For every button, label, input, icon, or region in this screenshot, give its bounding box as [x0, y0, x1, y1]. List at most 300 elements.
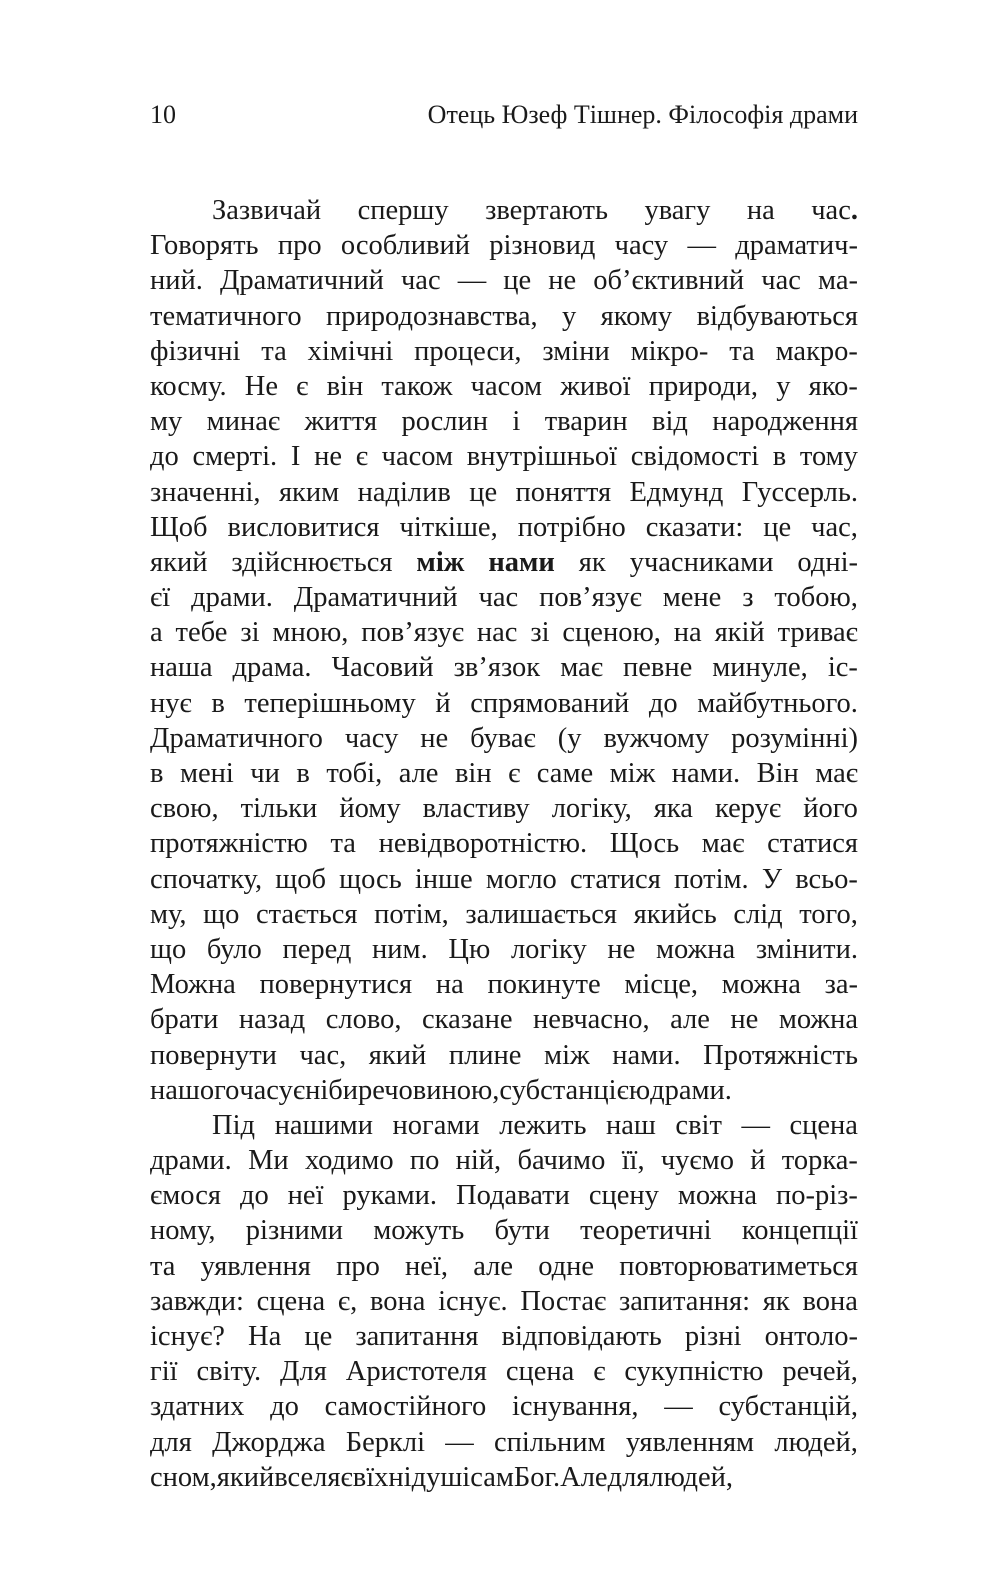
- word: й: [750, 1145, 766, 1177]
- text-line: [150, 756, 858, 791]
- word: до: [270, 1391, 299, 1423]
- word: процеси,: [414, 335, 522, 367]
- text-line: [150, 228, 858, 263]
- word: гії: [150, 1356, 178, 1388]
- text-line: [150, 1213, 858, 1248]
- word: майбутнього.: [697, 687, 858, 719]
- word: та: [150, 1250, 176, 1282]
- word: внутрішньої: [466, 441, 618, 473]
- word: тебе: [175, 617, 228, 649]
- word: душі: [411, 1461, 471, 1493]
- word: в: [211, 687, 225, 719]
- word: ногами: [392, 1109, 480, 1141]
- word: звертають: [485, 195, 608, 226]
- word: завжди:: [150, 1285, 244, 1317]
- word: Під: [212, 1109, 256, 1141]
- text-line: [150, 263, 858, 298]
- word: уявлення: [200, 1250, 311, 1282]
- text-line: [150, 193, 858, 228]
- word: не: [420, 722, 449, 754]
- word: одне: [538, 1250, 595, 1282]
- word: здійснюється: [231, 546, 393, 578]
- word: потім,: [374, 898, 449, 930]
- word: субстанцією: [499, 1074, 651, 1106]
- word: можуть: [373, 1215, 465, 1247]
- word: мікро-: [630, 335, 709, 367]
- word: запитання: [355, 1321, 479, 1352]
- word: час: [478, 582, 519, 614]
- word: на: [673, 617, 702, 649]
- word: Протяжність: [703, 1039, 858, 1071]
- text-line: [150, 1178, 858, 1213]
- word: пов’язує: [539, 582, 642, 614]
- word: драми.: [650, 1074, 732, 1106]
- word: Драматичний: [293, 582, 458, 614]
- word: життя: [304, 406, 378, 438]
- word: статися: [767, 828, 858, 860]
- word: між: [416, 546, 465, 578]
- word: щоб: [275, 863, 326, 895]
- word: слово,: [325, 1004, 402, 1036]
- word: народження: [712, 406, 858, 438]
- word: часу: [344, 722, 399, 754]
- word: тематичного: [150, 300, 302, 332]
- word: саме: [536, 758, 594, 789]
- word: було: [206, 933, 262, 965]
- word: покинуте: [487, 969, 601, 1001]
- text-line: [150, 615, 858, 650]
- word: чуємо: [660, 1145, 734, 1177]
- word: драми.: [150, 1145, 232, 1177]
- word: чи: [250, 758, 280, 789]
- word: неї,: [405, 1250, 448, 1282]
- word: у: [562, 300, 577, 332]
- word: з: [742, 582, 754, 614]
- word: по: [409, 1145, 440, 1177]
- word: має: [815, 758, 858, 789]
- word: можна: [778, 1004, 858, 1036]
- word: сценою,: [562, 617, 661, 649]
- word: наділив: [357, 476, 451, 508]
- word: Зазвичай: [212, 195, 322, 226]
- word: на: [435, 969, 464, 1001]
- word: є: [355, 441, 368, 473]
- text-line: [150, 1284, 858, 1319]
- word: яка: [653, 793, 693, 825]
- word: здатних: [150, 1391, 245, 1423]
- word: Не: [244, 370, 278, 402]
- word: вселяє: [274, 1461, 353, 1493]
- word: сукупністю: [624, 1356, 764, 1388]
- word: часом: [381, 441, 454, 473]
- word: як: [762, 1285, 790, 1317]
- word: її,: [621, 1145, 645, 1177]
- word: чіткіше,: [399, 511, 498, 543]
- word: сам: [470, 1461, 514, 1493]
- word: сцена: [256, 1285, 326, 1317]
- word: вона: [369, 1285, 426, 1317]
- word: Подавати: [456, 1180, 570, 1212]
- word: концепції: [741, 1215, 858, 1247]
- word: ходимо: [304, 1145, 394, 1177]
- word: брати: [150, 1004, 219, 1036]
- word: певне: [622, 652, 693, 684]
- word: ємося: [150, 1180, 221, 1212]
- word: мною,: [272, 617, 349, 649]
- text-line: [150, 475, 858, 510]
- word: протяжністю: [150, 828, 308, 860]
- word: наша: [150, 652, 213, 684]
- word: але: [398, 758, 439, 789]
- word: є: [292, 1074, 306, 1106]
- word: спочатку,: [150, 863, 263, 895]
- word: якому: [600, 300, 673, 332]
- page-header: [150, 100, 858, 140]
- word: статися: [569, 863, 661, 895]
- text-line: [150, 791, 858, 826]
- text-line: [150, 967, 858, 1002]
- word: Берклі: [345, 1426, 425, 1458]
- word: часу: [239, 1074, 293, 1106]
- word: Можна: [150, 969, 236, 1001]
- word: відбуваються: [696, 300, 858, 332]
- word: він: [454, 758, 492, 789]
- word: йому: [339, 793, 401, 825]
- word: але: [670, 1004, 710, 1036]
- word: а: [150, 617, 163, 649]
- word: єї: [150, 582, 171, 614]
- word: триває: [777, 617, 858, 649]
- text-line: [150, 404, 858, 439]
- word: це: [304, 1321, 333, 1352]
- word: об’єктивний: [593, 265, 745, 297]
- word: час,: [299, 1039, 347, 1071]
- word: можна: [677, 1180, 758, 1212]
- word: який: [216, 1461, 275, 1493]
- word: залишається: [465, 898, 618, 930]
- text-line: [150, 1249, 858, 1284]
- text-line: [150, 369, 858, 404]
- text-line: [150, 299, 858, 334]
- word: лежить: [499, 1109, 587, 1141]
- word: нашими: [274, 1109, 373, 1141]
- word: це: [469, 476, 498, 508]
- word: перед: [282, 933, 352, 965]
- word: Цю: [448, 933, 491, 965]
- word: теперішньому: [244, 687, 416, 719]
- word: особливий: [340, 230, 470, 262]
- word: —: [664, 1391, 693, 1423]
- text-line: [150, 1460, 858, 1495]
- word: також: [381, 370, 453, 402]
- word: теоретичні: [580, 1215, 712, 1247]
- word: по-різ-: [775, 1180, 858, 1212]
- word: властиву: [422, 793, 530, 825]
- word: ній,: [455, 1145, 502, 1177]
- text-line: [150, 1425, 858, 1460]
- text-line: [150, 545, 858, 580]
- word: Драматичного: [150, 722, 323, 754]
- word: Говорять: [150, 230, 259, 262]
- word: Він: [756, 758, 799, 789]
- word: Бог.: [513, 1461, 561, 1493]
- word: Щось: [609, 828, 680, 860]
- word: Джорджа: [212, 1426, 326, 1458]
- word: торка-: [781, 1145, 858, 1177]
- word: того,: [799, 898, 858, 930]
- word: ний.: [150, 265, 203, 297]
- word: про: [336, 1250, 380, 1282]
- word: значенні,: [150, 476, 261, 508]
- word: до: [648, 687, 678, 719]
- word: поняття: [515, 476, 612, 508]
- word: речовиною,: [358, 1074, 500, 1106]
- word: нами.: [612, 1039, 681, 1071]
- body-text: [150, 193, 858, 1495]
- word: він: [326, 370, 364, 402]
- word: нашого: [150, 1074, 240, 1106]
- word: увагу: [644, 195, 711, 226]
- word: одні-: [797, 546, 858, 578]
- text-line: [150, 1389, 858, 1424]
- word: є,: [337, 1285, 358, 1317]
- word: тільки: [240, 793, 318, 825]
- word: нами.: [671, 758, 741, 789]
- word: логіку,: [551, 793, 632, 825]
- word: є: [593, 1356, 606, 1388]
- text-line: [150, 334, 858, 369]
- word: не: [548, 265, 577, 297]
- word: руками.: [342, 1180, 438, 1212]
- word: Постає: [520, 1285, 607, 1317]
- word: який: [150, 546, 208, 578]
- word: зміни: [542, 335, 610, 367]
- word: тому: [799, 441, 858, 473]
- word: тобі,: [326, 758, 383, 789]
- word: зі: [530, 617, 550, 649]
- word: смерті.: [192, 441, 278, 473]
- word: І: [290, 441, 301, 473]
- word: му: [150, 406, 183, 438]
- text-line: [150, 862, 858, 897]
- word: між: [544, 1039, 590, 1071]
- word: зв’язок: [453, 652, 541, 684]
- word: Аристотеля: [345, 1356, 487, 1388]
- word: невідворотністю.: [378, 828, 588, 860]
- word: часом: [470, 370, 543, 402]
- word: й: [435, 687, 451, 719]
- word: живої: [560, 370, 631, 402]
- word: про: [277, 230, 322, 262]
- word: має: [701, 828, 745, 860]
- word: сцену: [588, 1180, 659, 1212]
- word: існування,: [511, 1391, 639, 1423]
- word: Едмунд: [629, 476, 724, 508]
- text-line: [150, 1038, 858, 1073]
- word: світ: [675, 1109, 722, 1141]
- word: вона: [802, 1285, 858, 1317]
- word: якій: [714, 617, 765, 649]
- word: інше: [414, 863, 473, 895]
- word: Ми: [248, 1145, 289, 1177]
- word: іс-: [827, 652, 858, 684]
- word: (у: [557, 722, 582, 754]
- word: —: [457, 265, 487, 297]
- word: мені: [179, 758, 234, 789]
- word: час: [400, 265, 441, 297]
- text-line: [150, 721, 858, 756]
- word: сказане: [422, 1004, 513, 1036]
- word: слід: [733, 898, 783, 930]
- word: нас: [476, 617, 518, 649]
- word: речей,: [782, 1356, 858, 1388]
- word: ному,: [150, 1215, 216, 1247]
- word: у: [776, 370, 791, 402]
- word: —: [445, 1426, 474, 1458]
- text-line: [150, 510, 858, 545]
- word: косму.: [150, 370, 227, 402]
- word: тварин: [544, 406, 628, 438]
- word: яким: [278, 476, 340, 508]
- word: до: [239, 1180, 269, 1212]
- word: буває: [470, 722, 536, 754]
- word: висловитися: [227, 511, 380, 543]
- word: учасниками: [629, 546, 774, 578]
- word: час,: [811, 511, 858, 543]
- word: є: [296, 370, 309, 402]
- word: в: [772, 441, 787, 473]
- word: розумінні): [731, 722, 858, 754]
- word: до: [150, 441, 179, 473]
- word: плине: [448, 1039, 522, 1071]
- text-line: [150, 1319, 858, 1354]
- word: якийсь: [633, 898, 717, 930]
- word: що: [150, 933, 187, 965]
- word: часу: [614, 230, 669, 262]
- word: існує.: [438, 1285, 508, 1317]
- word: та: [729, 335, 755, 367]
- word: запитання:: [618, 1285, 750, 1317]
- word: повернути: [150, 1039, 277, 1071]
- word: драми.: [191, 582, 273, 614]
- word: стається: [255, 898, 358, 930]
- page-number: 10: [150, 100, 176, 129]
- text-line: [150, 1073, 858, 1108]
- word: невчасно,: [533, 1004, 650, 1036]
- word: уявленням: [625, 1426, 755, 1458]
- word: в: [150, 758, 164, 789]
- word: потім.: [674, 863, 749, 895]
- word: на: [746, 195, 775, 226]
- word: бачимо: [517, 1145, 606, 1177]
- text-line: [150, 826, 858, 861]
- word: Для: [280, 1356, 327, 1388]
- word: У: [761, 863, 783, 895]
- word: му,: [150, 898, 187, 930]
- text-line: [150, 1108, 858, 1143]
- word: ніби: [305, 1074, 359, 1106]
- word: їхні: [366, 1461, 412, 1493]
- word: в: [352, 1461, 367, 1493]
- word: —: [741, 1109, 770, 1141]
- word: між: [609, 758, 656, 789]
- word: бути: [494, 1215, 550, 1247]
- word: Часовий: [331, 652, 434, 684]
- word: повернутися: [259, 969, 413, 1001]
- word: сцена: [505, 1356, 575, 1388]
- word: фізичні: [150, 335, 241, 367]
- word: Але: [560, 1461, 608, 1493]
- word: спільним: [494, 1426, 606, 1458]
- word: сцена: [789, 1109, 858, 1141]
- word: назад: [238, 1004, 306, 1036]
- word: можна: [655, 933, 736, 965]
- word: тобою,: [774, 582, 858, 614]
- word: різновид: [489, 230, 596, 262]
- word: Щоб: [150, 511, 208, 543]
- word: за-: [824, 969, 858, 1001]
- word: світу.: [196, 1356, 262, 1388]
- word: має: [560, 652, 603, 684]
- word: різні: [684, 1321, 742, 1352]
- word: макро-: [775, 335, 858, 367]
- word: і: [512, 406, 521, 438]
- word: природи,: [648, 370, 759, 402]
- word: сказати:: [645, 511, 744, 543]
- word: минає: [206, 406, 281, 438]
- text-line: [150, 439, 858, 474]
- word: час: [761, 265, 801, 297]
- word: мене: [662, 582, 722, 614]
- word: як: [578, 546, 606, 578]
- text-line: [150, 897, 858, 932]
- word: та: [261, 335, 287, 367]
- text-line: [150, 1143, 858, 1178]
- text-line: [150, 580, 858, 615]
- text-line: [150, 650, 858, 685]
- word: свідомості: [630, 441, 759, 473]
- word: драма.: [232, 652, 312, 684]
- word: спрямований: [470, 687, 630, 719]
- word: нує: [150, 687, 192, 719]
- word: свою,: [150, 793, 219, 825]
- word: керує: [715, 793, 782, 825]
- word: На: [248, 1321, 282, 1352]
- word: спершу: [357, 195, 449, 226]
- word: ним.: [372, 933, 428, 965]
- text-line: [150, 686, 858, 721]
- word: неї: [287, 1180, 324, 1212]
- word: логіку: [510, 933, 587, 965]
- word: не: [607, 933, 636, 965]
- word: рослин: [401, 406, 489, 438]
- word: природознавства,: [326, 300, 538, 332]
- word: що: [203, 898, 240, 930]
- word: відповідають: [501, 1321, 662, 1352]
- word: людей,: [774, 1426, 858, 1458]
- word: сном,: [150, 1461, 217, 1493]
- word: онтоло-: [764, 1321, 858, 1352]
- word: не: [730, 1004, 759, 1036]
- word: від: [652, 406, 688, 438]
- word: але: [473, 1250, 513, 1282]
- word: є: [508, 758, 521, 789]
- word: місце,: [624, 969, 699, 1001]
- word: зі: [240, 617, 260, 649]
- word: людей,: [649, 1461, 734, 1493]
- text-line: [150, 932, 858, 967]
- word: Гуссерль.: [741, 476, 858, 508]
